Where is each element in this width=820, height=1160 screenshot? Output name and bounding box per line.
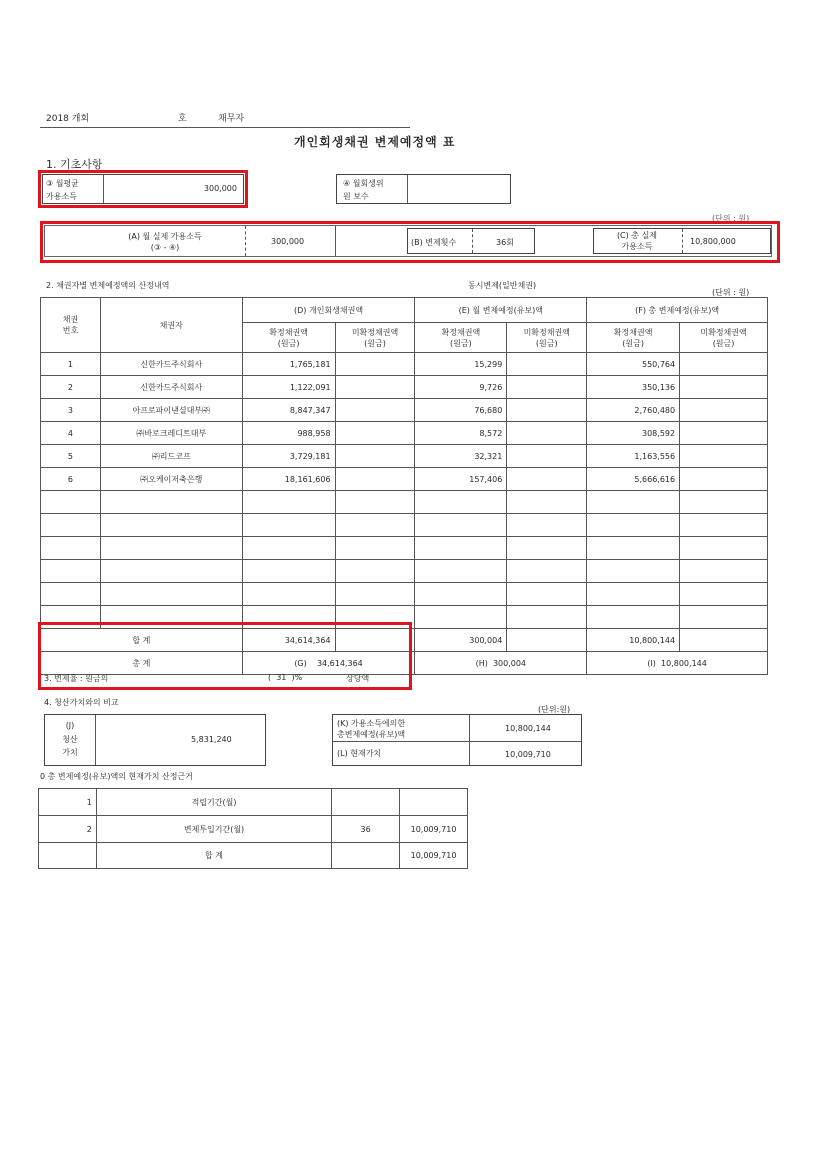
section5-heading: 0 총 변제예정(유보)액의 현재가치 산정근거 [40, 772, 193, 781]
highlight-totals [38, 622, 412, 690]
cell-d-conf: 988,958 [242, 422, 335, 445]
cell-f-unconf [680, 468, 768, 491]
cell-d-conf: 1,765,181 [242, 353, 335, 376]
e-unconfirmed-header: 미확정채권액 (원금) [507, 323, 587, 353]
f-unconfirmed-header: 미확정채권액 (원금) [680, 323, 768, 353]
table-row [41, 376, 768, 399]
group-e-header: (E) 월 변제예정(유보)액 [415, 298, 587, 323]
cell-e-unconf [507, 445, 587, 468]
highlight-summary [40, 221, 780, 263]
k-label-1: (K) 가용소득에의한 [337, 719, 406, 728]
table-row-empty [41, 491, 768, 514]
income-value: 300,000 [203, 184, 237, 193]
table-row-empty [41, 583, 768, 606]
rate-suffix: 상당액 [346, 674, 370, 683]
a-label-2: (③ - ④) [150, 243, 180, 252]
cell-d-unconf [335, 468, 415, 491]
f-confirmed-header: 확정채권액 (원금) [587, 323, 680, 353]
cell-creditor: ㈜바로크레디트대부 [100, 422, 242, 445]
pv-row-2: 2 변제투입기간(월) 36 10,009,710 [39, 816, 468, 843]
unit-note-2: (단위 : 원) [712, 288, 750, 297]
c-label-1: (C) 총 실제 [616, 231, 658, 240]
c-label-2: 가용소득 [621, 242, 653, 251]
b-value: 36회 [496, 238, 514, 247]
repayment-method: 동시변제(일반채권) [468, 281, 537, 290]
table-row-empty [41, 514, 768, 537]
cell-e-conf: 157,406 [415, 468, 507, 491]
subtotal-e: 300,004 [415, 629, 507, 652]
pv-total-row: 합 계 10,009,710 [39, 843, 468, 869]
cell-e-conf: 76,680 [415, 399, 507, 422]
cell-no: 5 [41, 445, 101, 468]
cell-f-conf: 550,764 [587, 353, 680, 376]
trustee-fee-box [336, 174, 511, 204]
case-mark: 호 [178, 114, 187, 124]
cell-d-conf: 1,122,091 [242, 376, 335, 399]
creditor-table [40, 297, 768, 675]
cell-e-conf: 15,299 [415, 353, 507, 376]
cell-creditor: ㈜오케이저축은행 [100, 468, 242, 491]
cell-f-unconf [680, 353, 768, 376]
trustee-label-1: ④ 월회생위 [343, 179, 384, 188]
total-h: (H) 300,004 [415, 652, 587, 675]
section1-heading: 1. 기초사항 [46, 158, 103, 171]
b-label: (B) 변제횟수 [411, 238, 457, 247]
d-confirmed-header: 확정채권액 (원금) [242, 323, 335, 353]
cell-d-unconf [335, 353, 415, 376]
present-value-table [38, 788, 468, 869]
table-header-row [41, 298, 768, 323]
cell-d-unconf [335, 399, 415, 422]
table-row [41, 445, 768, 468]
group-f-header: (F) 총 변제예정(유보)액 [587, 298, 768, 323]
table-row [41, 422, 768, 445]
k-label-2: 총변제예정(유보)액 [337, 730, 406, 739]
trustee-label-2: 원 보수 [343, 192, 369, 201]
cell-f-unconf [680, 376, 768, 399]
group-d-header: (D) 개인회생채권액 [242, 298, 415, 323]
table-row [41, 399, 768, 422]
cell-f-conf: 5,666,616 [587, 468, 680, 491]
cell-e-unconf [507, 353, 587, 376]
j-value: 5,831,240 [191, 735, 232, 744]
cell-f-conf: 308,592 [587, 422, 680, 445]
a-value: 300,000 [271, 237, 305, 246]
section4-heading: 4. 청산가치와의 비교 [44, 698, 119, 707]
table-row [41, 353, 768, 376]
cell-d-unconf [335, 376, 415, 399]
liquidation-box: (J) 청산 가치 5,831,240 [44, 714, 266, 766]
cell-d-conf: 3,729,181 [242, 445, 335, 468]
e-confirmed-header: 확정채권액 (원금) [415, 323, 507, 353]
round-label: 2018 개회 [46, 114, 90, 124]
debtor-label: 채무자 [218, 114, 245, 124]
table-row-empty [41, 560, 768, 583]
cell-no: 2 [41, 376, 101, 399]
table-row [41, 468, 768, 491]
cell-f-unconf [680, 422, 768, 445]
cell-creditor: ㈜리드코프 [100, 445, 242, 468]
a-label-1: (A) 월 실제 가용소득 [128, 232, 202, 241]
cell-f-unconf [680, 399, 768, 422]
l-label: (L) 현재가치 [337, 749, 382, 758]
cell-f-conf: 350,136 [587, 376, 680, 399]
cell-d-unconf [335, 445, 415, 468]
l-value: 10,009,710 [505, 750, 551, 759]
income-label-1: ③ 월평균 [46, 179, 79, 188]
comparison-box [332, 714, 582, 766]
cell-f-conf: 2,760,480 [587, 399, 680, 422]
cell-f-unconf [680, 445, 768, 468]
cell-e-conf: 8,572 [415, 422, 507, 445]
cell-creditor: 아프로파이낸셜대부㈜ [100, 399, 242, 422]
cell-e-conf: 32,321 [415, 445, 507, 468]
section2-heading: 2. 채권자별 변제예정액의 산정내역 [46, 281, 170, 290]
subtotal-d: 34,614,364 [242, 629, 335, 652]
unit-note-3: (단위:원) [538, 705, 571, 714]
cell-creditor: 신한카드주식회사 [100, 353, 242, 376]
cell-e-unconf [507, 376, 587, 399]
table-row-empty [41, 537, 768, 560]
col-no-header: 채권 번호 [41, 298, 101, 353]
header-underline [40, 127, 410, 128]
repayment-rate: ( 31 )% [268, 673, 303, 682]
cell-d-conf: 18,161,606 [242, 468, 335, 491]
page-title: 개인회생채권 변제예정액 표 [294, 135, 456, 149]
section3-label: 3. 변제율 : 원금의 [44, 674, 109, 683]
cell-d-conf: 8,847,347 [242, 399, 335, 422]
income-label-2: 가용소득 [46, 192, 77, 201]
cell-no: 4 [41, 422, 101, 445]
cell-e-unconf [507, 422, 587, 445]
cell-f-conf: 1,163,556 [587, 445, 680, 468]
cell-e-unconf [507, 399, 587, 422]
total-g: (G) 34,614,364 [242, 652, 415, 675]
total-i: (I) 10,800,144 [587, 652, 768, 675]
cell-e-unconf [507, 468, 587, 491]
col-creditor-header: 채권자 [100, 298, 242, 353]
cell-d-unconf [335, 422, 415, 445]
d-unconfirmed-header: 미확정채권액 (원금) [335, 323, 415, 353]
pv-row-1: 1 적립기간(월) [39, 789, 468, 816]
unit-note-1: (단위 : 원) [712, 214, 750, 223]
cell-no: 3 [41, 399, 101, 422]
total-label: 총 계 [41, 652, 243, 675]
subtotal-label: 합 계 [41, 629, 243, 652]
cell-e-conf: 9,726 [415, 376, 507, 399]
highlight-income [38, 170, 248, 208]
cell-no: 6 [41, 468, 101, 491]
c-value: 10,800,000 [690, 237, 736, 246]
cell-creditor: 신한카드주식회사 [100, 376, 242, 399]
k-value: 10,800,144 [505, 724, 551, 733]
cell-no: 1 [41, 353, 101, 376]
subtotal-f: 10,800,144 [587, 629, 680, 652]
